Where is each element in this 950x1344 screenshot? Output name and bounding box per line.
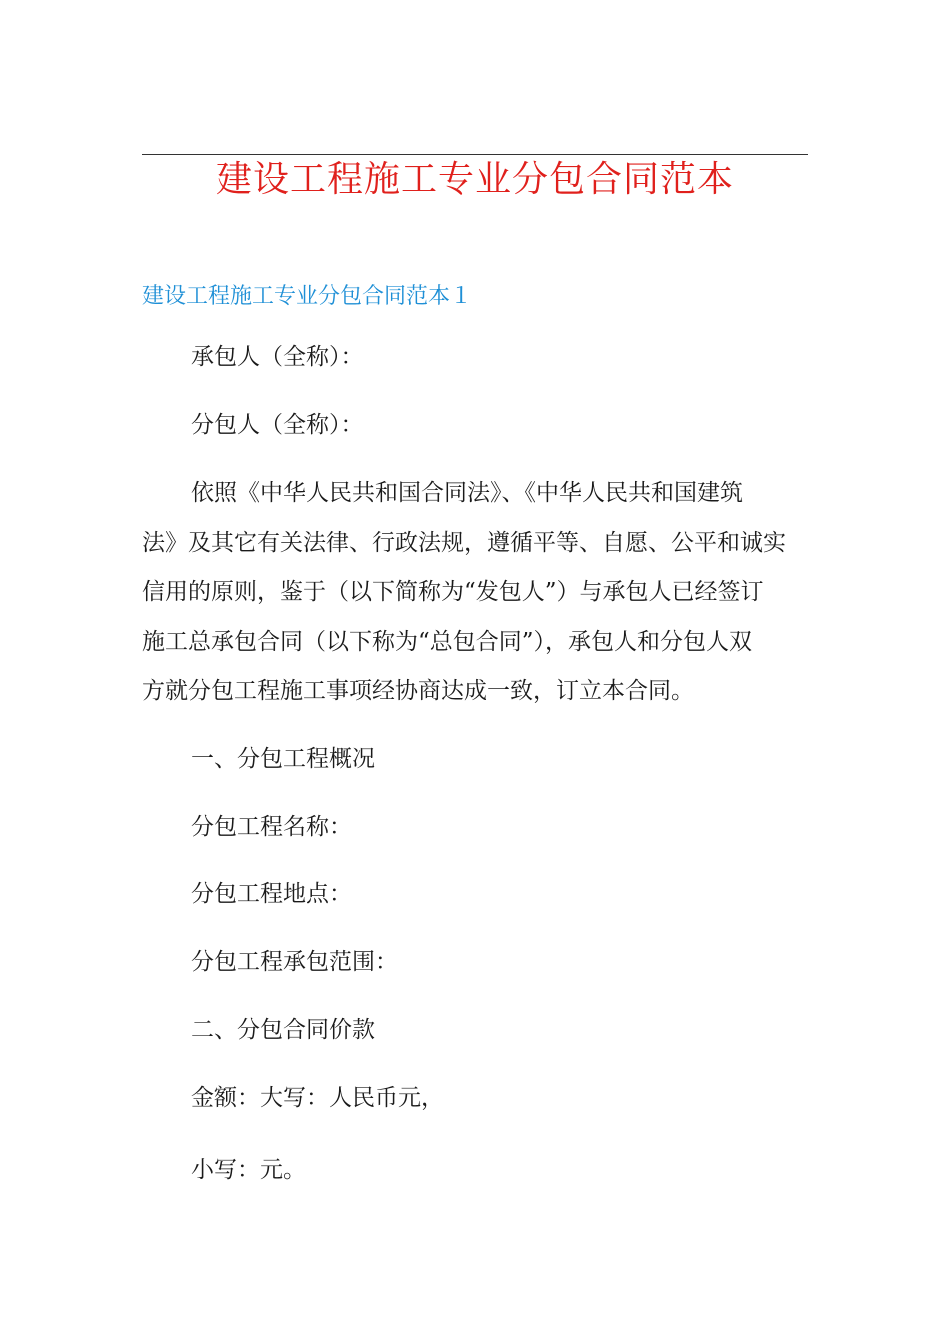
- preamble-line: 施工总承包合同（以下称为“总包合同”），承包人和分包人双: [142, 629, 753, 655]
- subcontractor-field: 分包人（全称）：: [191, 412, 364, 438]
- document-title: 建设工程施工专业分包合同范本: [215, 159, 734, 200]
- header-rule: [142, 154, 808, 155]
- amount-figures-field: 小写：元。: [191, 1157, 306, 1183]
- project-name-field: 分包工程名称：: [191, 814, 352, 840]
- article-1-heading: 一、分包工程概况: [191, 746, 375, 772]
- preamble-line: 法》及其它有关法律、行政法规，遵循平等、自愿、公平和诚实: [142, 530, 786, 556]
- preamble-line: 依照《中华人民共和国合同法》、《中华人民共和国建筑: [191, 480, 743, 506]
- article-2-heading: 二、分包合同价款: [191, 1017, 375, 1043]
- preamble-line: 信用的原则，鉴于（以下简称为“发包人”）与承包人已经签订: [142, 579, 764, 605]
- preamble-line: 方就分包工程施工事项经协商达成一致，订立本合同。: [142, 678, 694, 704]
- project-location-field: 分包工程地点：: [191, 881, 352, 907]
- contractor-field: 承包人（全称）：: [191, 344, 364, 370]
- section-heading: 建设工程施工专业分包合同范本１: [142, 284, 473, 309]
- amount-words-field: 金额：大写：人民币元，: [191, 1085, 444, 1111]
- project-scope-field: 分包工程承包范围：: [191, 949, 398, 975]
